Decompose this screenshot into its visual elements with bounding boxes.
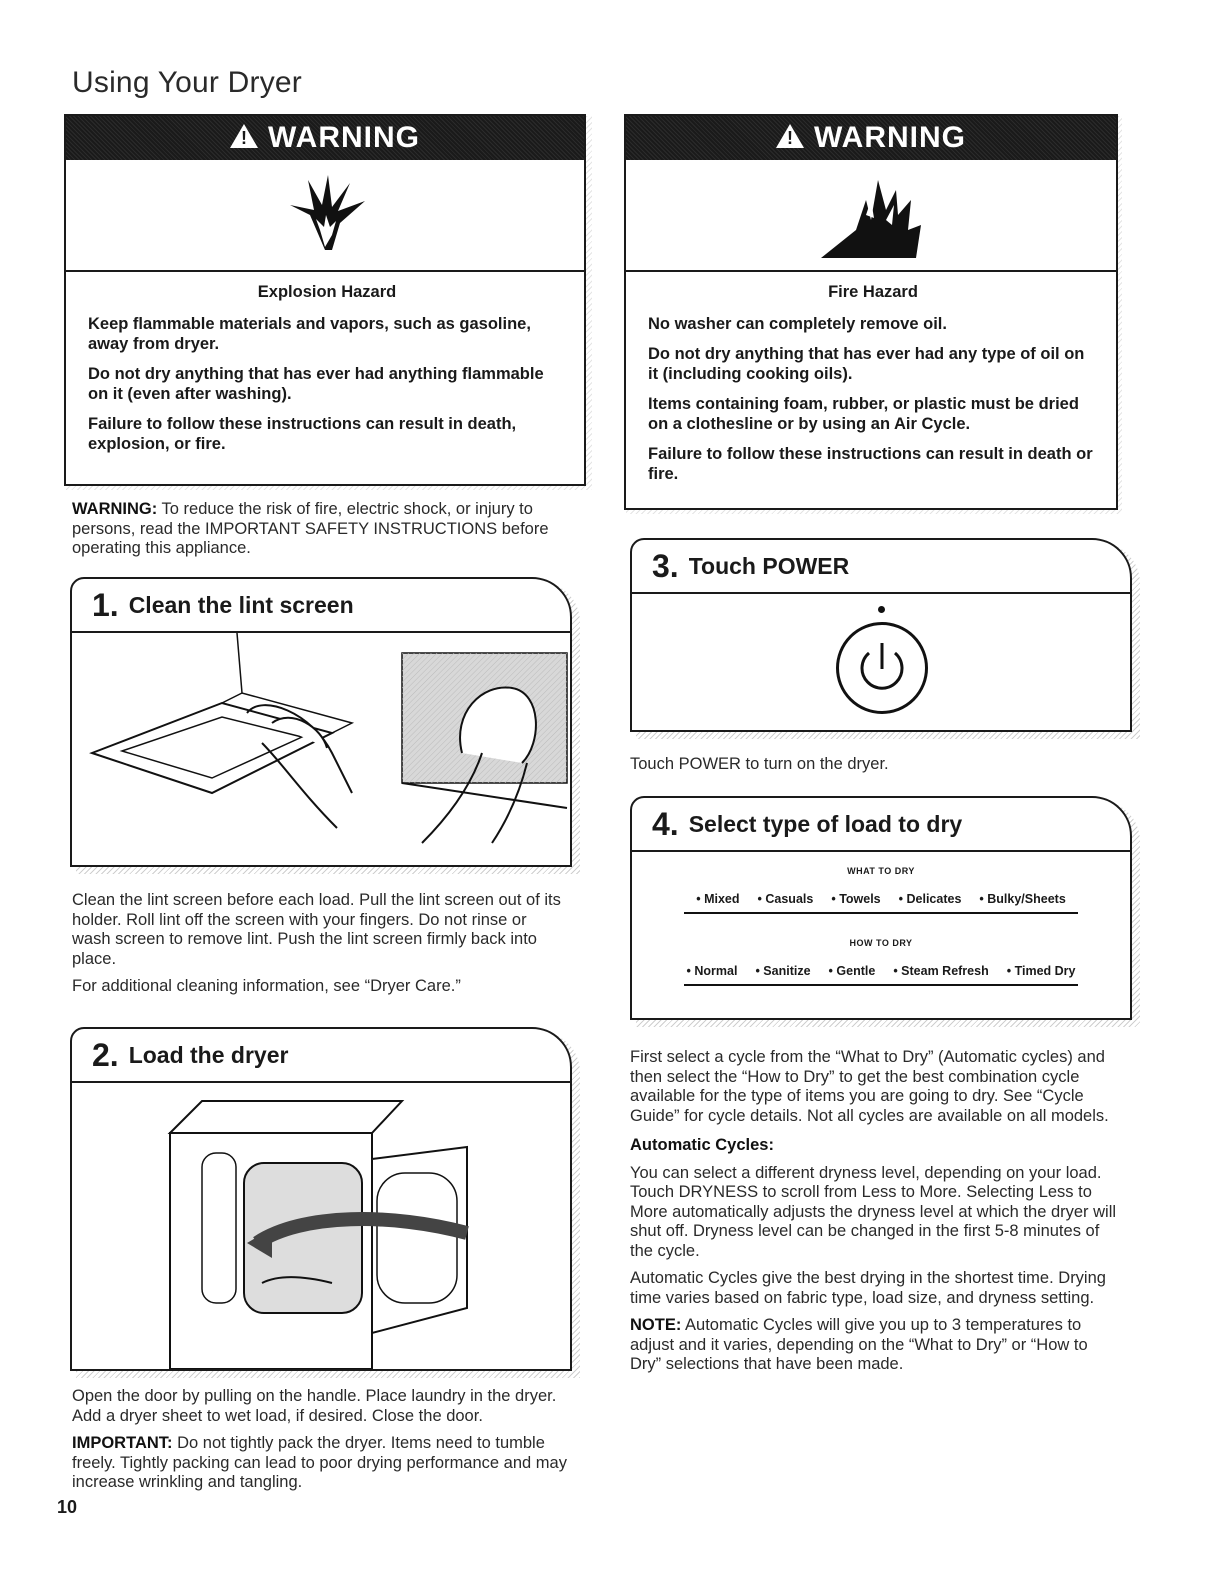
cycle-option-casuals[interactable]: • Casuals (758, 892, 814, 906)
warning-line: Failure to follow these instructions can result in death or fire. (648, 445, 1093, 483)
step-1-panel (70, 577, 572, 867)
warning-line: Items containing foam, rubber, or plastic must be dried on a clothesline or by using an Air Cycle. (648, 395, 1079, 433)
step-4-header: 4. Select type of load to dry (632, 798, 1130, 852)
cycle-option-delicates[interactable]: • Delicates (899, 892, 962, 906)
warning-line: Failure to follow these instructions can result in death, explosion, or fire. (88, 415, 517, 453)
power-indicator-light (878, 606, 885, 613)
hazard-title: Fire Hazard (828, 283, 918, 301)
warning-header: ! WARNING (626, 116, 1116, 160)
step-3-panel (630, 538, 1132, 732)
divider (684, 912, 1078, 914)
page-number: 10 (57, 1497, 78, 1517)
page-title: Using Your Dryer (72, 66, 302, 99)
step-1-header: 1. Clean the lint screen (72, 579, 570, 633)
power-button-area (632, 594, 1130, 730)
warning-header: ! WARNING (66, 116, 584, 160)
lint-screen-illustration (72, 633, 570, 865)
cycle-option-steam-refresh[interactable]: • Steam Refresh (893, 964, 988, 978)
explosion-icon (66, 160, 584, 272)
step-4-panel (630, 796, 1132, 1020)
step-2-header: 2. Load the dryer (72, 1029, 570, 1083)
warning-box-explosion (64, 114, 586, 486)
warning-triangle-icon (230, 124, 258, 148)
hazard-title: Explosion Hazard (257, 283, 397, 301)
warning-body (626, 272, 1116, 506)
how-to-dry-label: HOW TO DRY (849, 938, 913, 948)
how-to-dry-options (632, 964, 1130, 978)
cycle-option-timed-dry[interactable]: • Timed Dry (1007, 964, 1076, 978)
warning-triangle-icon (776, 124, 804, 148)
automatic-cycles-heading: Automatic Cycles: (630, 1136, 774, 1154)
cycle-option-bulky-sheets[interactable]: • Bulky/Sheets (979, 892, 1065, 906)
warning-line: Do not dry anything that has ever had anything flammable on it (even after washing). (88, 365, 544, 403)
warning-line: Keep flammable materials and vapors, such as gasoline, away from dryer. (88, 315, 531, 353)
step-1-text: Clean the lint screen before each load. Pull the lint screen out of its holder. Roll lint off the screen with your fingers. Do not rinse or wash screen to remove lint. Push the lint screen firmly back into place. For additional cleaning information, see “Dryer Care.” (72, 891, 561, 995)
cycle-option-gentle[interactable]: • Gentle (829, 964, 876, 978)
step-3-text: Touch POWER to turn on the dryer. (630, 755, 889, 773)
cycle-option-normal[interactable]: • Normal (687, 964, 738, 978)
safety-note: WARNING: To reduce the risk of fire, electric shock, or injury to persons, read the IMPORTANT SAFETY INSTRUCTIONS before operating this appliance. (72, 500, 549, 557)
power-icon[interactable] (836, 622, 928, 714)
dryer-illustration (72, 1083, 570, 1369)
step-2-panel (70, 1027, 572, 1371)
what-to-dry-options (632, 892, 1130, 906)
warning-line: Do not dry anything that has ever had any type of oil on it (including cooking oils). (648, 345, 1085, 383)
cycle-option-mixed[interactable]: • Mixed (696, 892, 739, 906)
divider (684, 984, 1078, 986)
warning-line: No washer can completely remove oil. (648, 315, 947, 333)
step-4-text: First select a cycle from the “What to Dry” (Automatic cycles) and then select the “How to Dry” to get the best combination cycle available for the type of items you are going to dry. See “Cycle Guide” for cycle details. Not all cycles are available on all models. Automatic Cycles: You can select a different dryness level, depending on your load. Touch DRYNESS to scroll from Less to More. Selecting Less to More automatically adjusts the dryness level at which the dryer will shut off. Dryness level can be changed in the first 5-8 minutes of the cycle. Automatic Cycles give the best drying in the shortest time. Drying time varies based on fabric type, load size, and dryness setting. NOTE: Automatic Cycles will give you up to 3 temperatures to adjust and it varies, depending on the “What to Dry” or “How to Dry” selections that have been made. (630, 1048, 1117, 1373)
warning-body (66, 272, 584, 476)
fire-icon (626, 160, 1116, 272)
warning-box-fire (624, 114, 1118, 510)
step-2-text: Open the door by pulling on the handle. Place laundry in the dryer. Add a dryer sheet to wet load, if desired. Close the door. IMPORTANT: Do not tightly pack the dryer. Items need to tumble freely. Tightly packing can lead to poor drying performance and may increase wrinkling and tangling. (72, 1387, 567, 1491)
what-to-dry-label: WHAT TO DRY (847, 866, 915, 876)
step-3-header: 3. Touch POWER (632, 540, 1130, 594)
cycle-option-sanitize[interactable]: • Sanitize (755, 964, 810, 978)
cycle-option-towels[interactable]: • Towels (831, 892, 880, 906)
cycle-selector (632, 852, 1130, 986)
